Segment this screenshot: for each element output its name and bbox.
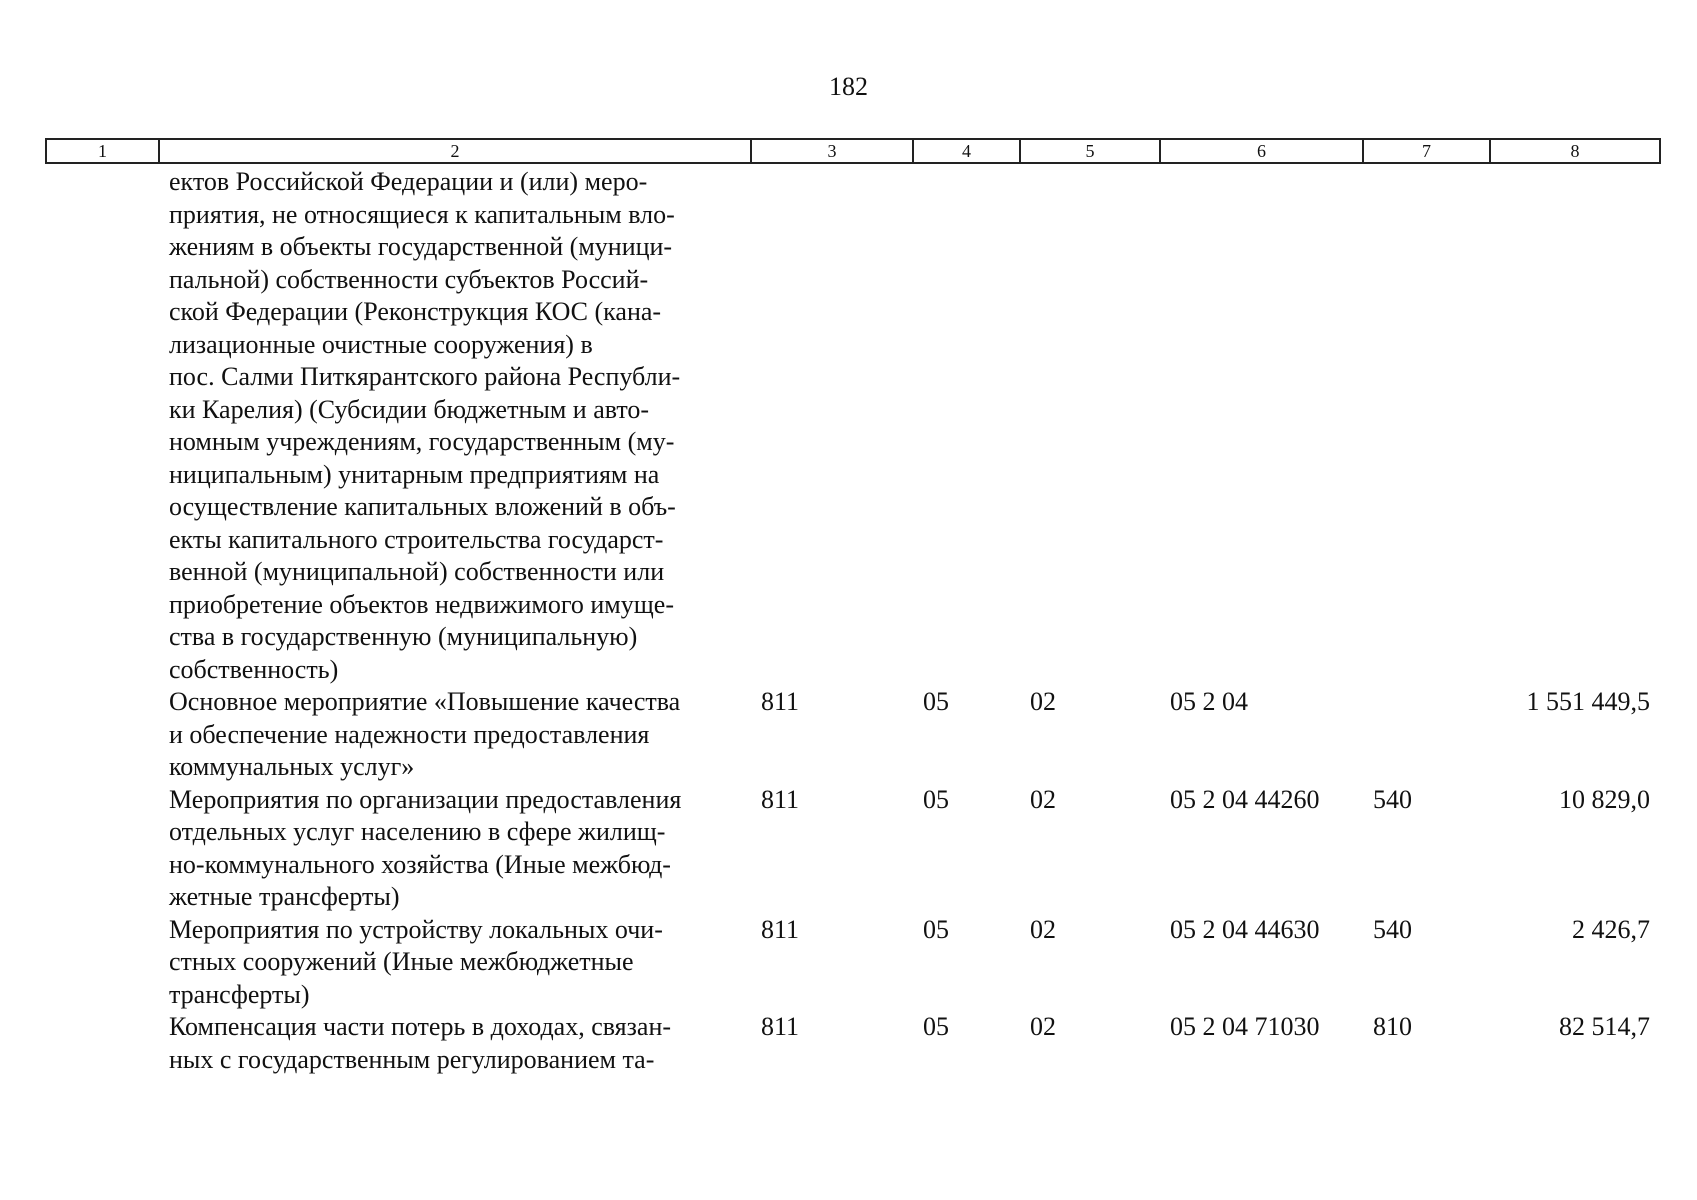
row-name-line: венной (муниципальной) собственности или <box>169 557 665 586</box>
row-name-line: ектов Российской Федерации и (или) меро- <box>169 167 648 196</box>
row-name-line: пальной) собственности субъектов Россий- <box>169 264 649 294</box>
row-name-line: номным учреждениям, государственным (му- <box>169 427 675 456</box>
row-name-line: приобретение объектов недвижимого имуще- <box>169 589 674 619</box>
cell-col1 <box>46 163 159 686</box>
table-row <box>46 914 1660 1012</box>
table-body <box>46 163 1660 1076</box>
expense-type-code: 810 <box>1373 1012 1412 1041</box>
row-name-line: жениям в объекты государственной (муници- <box>169 232 673 261</box>
expense-type-code: 540 <box>1373 784 1412 814</box>
row-name-line: коммунальных услуг» <box>169 752 415 781</box>
section-code: 05 <box>923 1012 949 1041</box>
ministry-code: 811 <box>761 784 800 814</box>
subsection-code: 02 <box>1030 687 1056 716</box>
section-code: 05 <box>923 914 949 944</box>
row-name-line: собственность) <box>169 654 339 684</box>
row-name <box>159 914 751 1012</box>
column-header-1: 1 <box>46 139 159 163</box>
column-header-4: 4 <box>913 139 1020 163</box>
expense-type-code <box>1363 686 1490 784</box>
subsection-code: 02 <box>1030 1012 1056 1041</box>
page-number: 182 <box>829 72 868 101</box>
row-name <box>159 784 751 914</box>
cell-col1 <box>46 686 159 784</box>
column-header-3: 3 <box>751 139 913 163</box>
subsection-code: 02 <box>1030 914 1056 944</box>
row-name-line: Основное мероприятие «Повышение качества <box>169 687 681 716</box>
row-name-line: но-коммунального хозяйства (Иные межбюд- <box>169 849 671 879</box>
row-name-line: ства в государственную (муниципальную) <box>169 622 638 651</box>
row-name-line: ных с государственным регулированием та- <box>169 1044 655 1074</box>
row-name-line: Мероприятия по устройству локальных очи- <box>169 914 663 944</box>
row-name-line: Компенсация части потерь в доходах, связан- <box>169 1012 672 1041</box>
cell-col1 <box>46 784 159 914</box>
section-code: 05 <box>923 687 949 716</box>
amount: 10 829,0 <box>1559 784 1650 814</box>
row-name-line: трансферты) <box>169 979 310 1009</box>
row-name-line: жетные трансферты) <box>169 882 400 911</box>
target-item-code: 05 2 04 44260 <box>1170 784 1320 814</box>
column-header-6: 6 <box>1160 139 1363 163</box>
row-name-line: отдельных услуг населению в сфере жилищ- <box>169 817 666 846</box>
amount: 2 426,7 <box>1572 914 1650 944</box>
section-code <box>913 163 1020 686</box>
budget-table <box>45 138 1661 1076</box>
column-number-header-row <box>46 139 1660 163</box>
column-header-2: 2 <box>159 139 751 163</box>
target-item-code: 05 2 04 <box>1170 687 1248 716</box>
expense-type-code: 540 <box>1373 914 1412 944</box>
table-row <box>46 784 1660 914</box>
ministry-code: 811 <box>761 1012 800 1041</box>
section-code: 05 <box>923 784 949 814</box>
table-row <box>46 163 1660 686</box>
row-name-line: осуществление капитальных вложений в объ- <box>169 492 676 521</box>
cell-col1 <box>46 914 159 1012</box>
table-row <box>46 686 1660 784</box>
row-name <box>159 163 751 686</box>
row-name-line: ской Федерации (Реконструкция КОС (кана- <box>169 297 662 326</box>
ministry-code: 811 <box>761 687 800 716</box>
amount <box>1490 163 1660 686</box>
table-row <box>46 1011 1660 1076</box>
target-item-code: 05 2 04 71030 <box>1170 1012 1320 1041</box>
row-name-line: ки Карелия) (Субсидии бюджетным и авто- <box>169 394 650 424</box>
row-name-line: стных сооружений (Иные межбюджетные <box>169 947 634 976</box>
target-item-code: 05 2 04 44630 <box>1170 914 1320 944</box>
subsection-code: 02 <box>1030 784 1056 814</box>
row-name-line: екты капитального строительства государст- <box>169 524 664 554</box>
amount: 82 514,7 <box>1559 1012 1650 1041</box>
amount: 1 551 449,5 <box>1526 687 1650 716</box>
ministry-code: 811 <box>761 914 800 944</box>
row-name-line: ниципальным) унитарным предприятиям на <box>169 459 660 489</box>
row-name-line: приятия, не относящиеся к капитальным вло- <box>169 199 675 229</box>
expense-type-code <box>1363 163 1490 686</box>
row-name-line: Мероприятия по организации предоставления <box>169 784 682 814</box>
row-name <box>159 686 751 784</box>
cell-col1 <box>46 1011 159 1076</box>
row-name-line: лизационные очистные сооружения) в <box>169 329 593 359</box>
subsection-code <box>1020 163 1160 686</box>
row-name-line: пос. Салми Питкярантского района Республи- <box>169 362 681 391</box>
column-header-8: 8 <box>1490 139 1660 163</box>
target-item-code <box>1160 163 1363 686</box>
ministry-code <box>751 163 913 686</box>
row-name <box>159 1011 751 1076</box>
row-name-line: и обеспечение надежности предоставления <box>169 719 650 749</box>
column-header-7: 7 <box>1363 139 1490 163</box>
column-header-5: 5 <box>1020 139 1160 163</box>
